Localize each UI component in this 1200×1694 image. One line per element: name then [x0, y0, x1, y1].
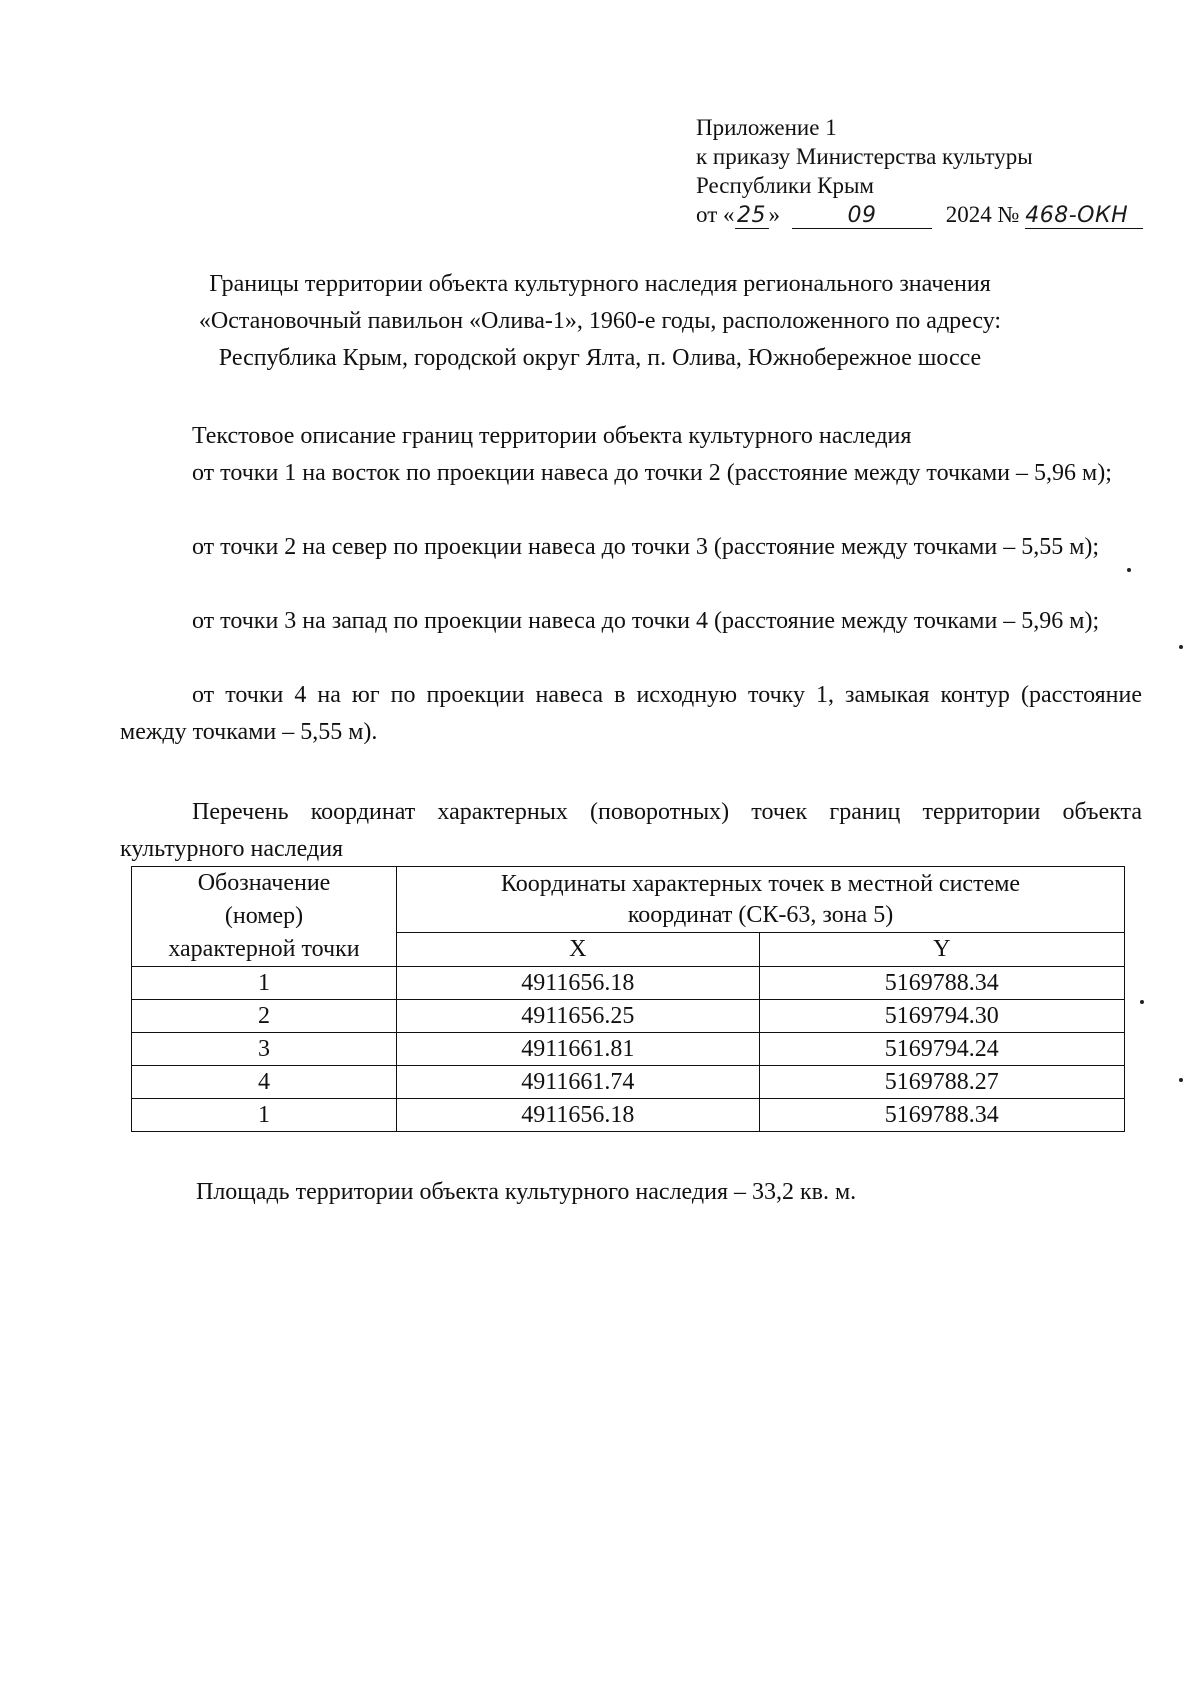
title-line-1: Границы территории объекта культурного наследия регионального значения	[209, 271, 991, 297]
handwritten-month: 09	[792, 204, 932, 229]
header-text: характерной точки	[168, 936, 360, 962]
appendix-line-3: Республики Крым	[696, 173, 874, 198]
coordinates-heading: Перечень координат характерных (поворотных) точек границ территории объекта культурного наследия	[120, 799, 1142, 862]
scan-speck	[1140, 1000, 1144, 1004]
table-row	[132, 967, 1125, 1000]
header-y: Y	[759, 933, 1124, 967]
scan-speck	[1179, 1078, 1183, 1082]
cell-point: 1	[132, 1099, 397, 1132]
appendix-line-2: к приказу Министерства культуры	[696, 144, 1033, 169]
date-prefix: от «	[696, 202, 735, 227]
cell-point: 1	[132, 967, 397, 1000]
cell-point: 2	[132, 1000, 397, 1033]
description-heading: Текстовое описание границ территории объекта культурного наследия	[192, 423, 912, 449]
description-paragraph	[120, 677, 1142, 751]
cell-point: 4	[132, 1066, 397, 1099]
date-mid: »	[768, 202, 780, 227]
scan-speck	[1127, 568, 1131, 572]
cell-y: 5169788.34	[759, 967, 1124, 1000]
description-paragraph	[120, 529, 1142, 566]
area-statement: Площадь территории объекта культурного наследия – 33,2 кв. м.	[196, 1179, 857, 1205]
table-row	[132, 1099, 1125, 1132]
table-header-row	[132, 867, 1125, 933]
paragraph-text: от точки 1 на восток по проекции навеса до точки 2 (расстояние между точками – 5,96 м);	[192, 460, 1112, 486]
cell-point: 3	[132, 1033, 397, 1066]
table-row	[132, 1066, 1125, 1099]
appendix-line-1: Приложение 1	[696, 115, 837, 140]
scan-speck	[1179, 645, 1183, 649]
document-title	[0, 266, 1200, 377]
table-row	[132, 1033, 1125, 1066]
description-paragraph	[120, 455, 1142, 492]
header-coordinates	[397, 867, 1125, 933]
appendix-header	[696, 113, 1143, 229]
cell-y: 5169794.24	[759, 1033, 1124, 1066]
header-text: (номер)	[224, 903, 304, 929]
appendix-date-line	[696, 200, 1143, 229]
cell-y: 5169794.30	[759, 1000, 1124, 1033]
table-row	[132, 1000, 1125, 1033]
title-line-3: Республика Крым, городской округ Ялта, п. Олива, Южнобережное шоссе	[218, 345, 982, 371]
coordinates-table	[131, 866, 1125, 1132]
header-point-designation	[132, 867, 397, 967]
cell-y: 5169788.27	[759, 1066, 1124, 1099]
paragraph-text: от точки 2 на север по проекции навеса до точки 3 (расстояние между точками – 5,55 м);	[192, 534, 1100, 560]
header-x: X	[397, 933, 760, 967]
cell-y: 5169788.34	[759, 1099, 1124, 1132]
title-line-2: «Остановочный павильон «Олива-1», 1960-е годы, расположенного по адресу:	[198, 308, 1002, 334]
handwritten-day: 25	[735, 204, 769, 229]
description-paragraph	[120, 603, 1142, 640]
cell-x: 4911656.18	[397, 1099, 760, 1132]
header-text: Обозначение	[197, 870, 331, 896]
cell-x: 4911656.18	[397, 967, 760, 1000]
header-text: координат (СК-63, зона 5)	[627, 901, 894, 928]
cell-x: 4911661.74	[397, 1066, 760, 1099]
header-text: Координаты характерных точек в местной системе	[500, 870, 1021, 897]
date-year: 2024 №	[945, 202, 1020, 227]
cell-x: 4911661.81	[397, 1033, 760, 1066]
paragraph-text: от точки 4 на юг по проекции навеса в исходную точку 1, замыкая контур (расстояние между точками – 5,55 м).	[120, 682, 1142, 745]
handwritten-order-number: 468-ОКН	[1025, 204, 1143, 229]
cell-x: 4911656.25	[397, 1000, 760, 1033]
paragraph-text: от точки 3 на запад по проекции навеса до точки 4 (расстояние между точками – 5,96 м);	[192, 608, 1100, 634]
